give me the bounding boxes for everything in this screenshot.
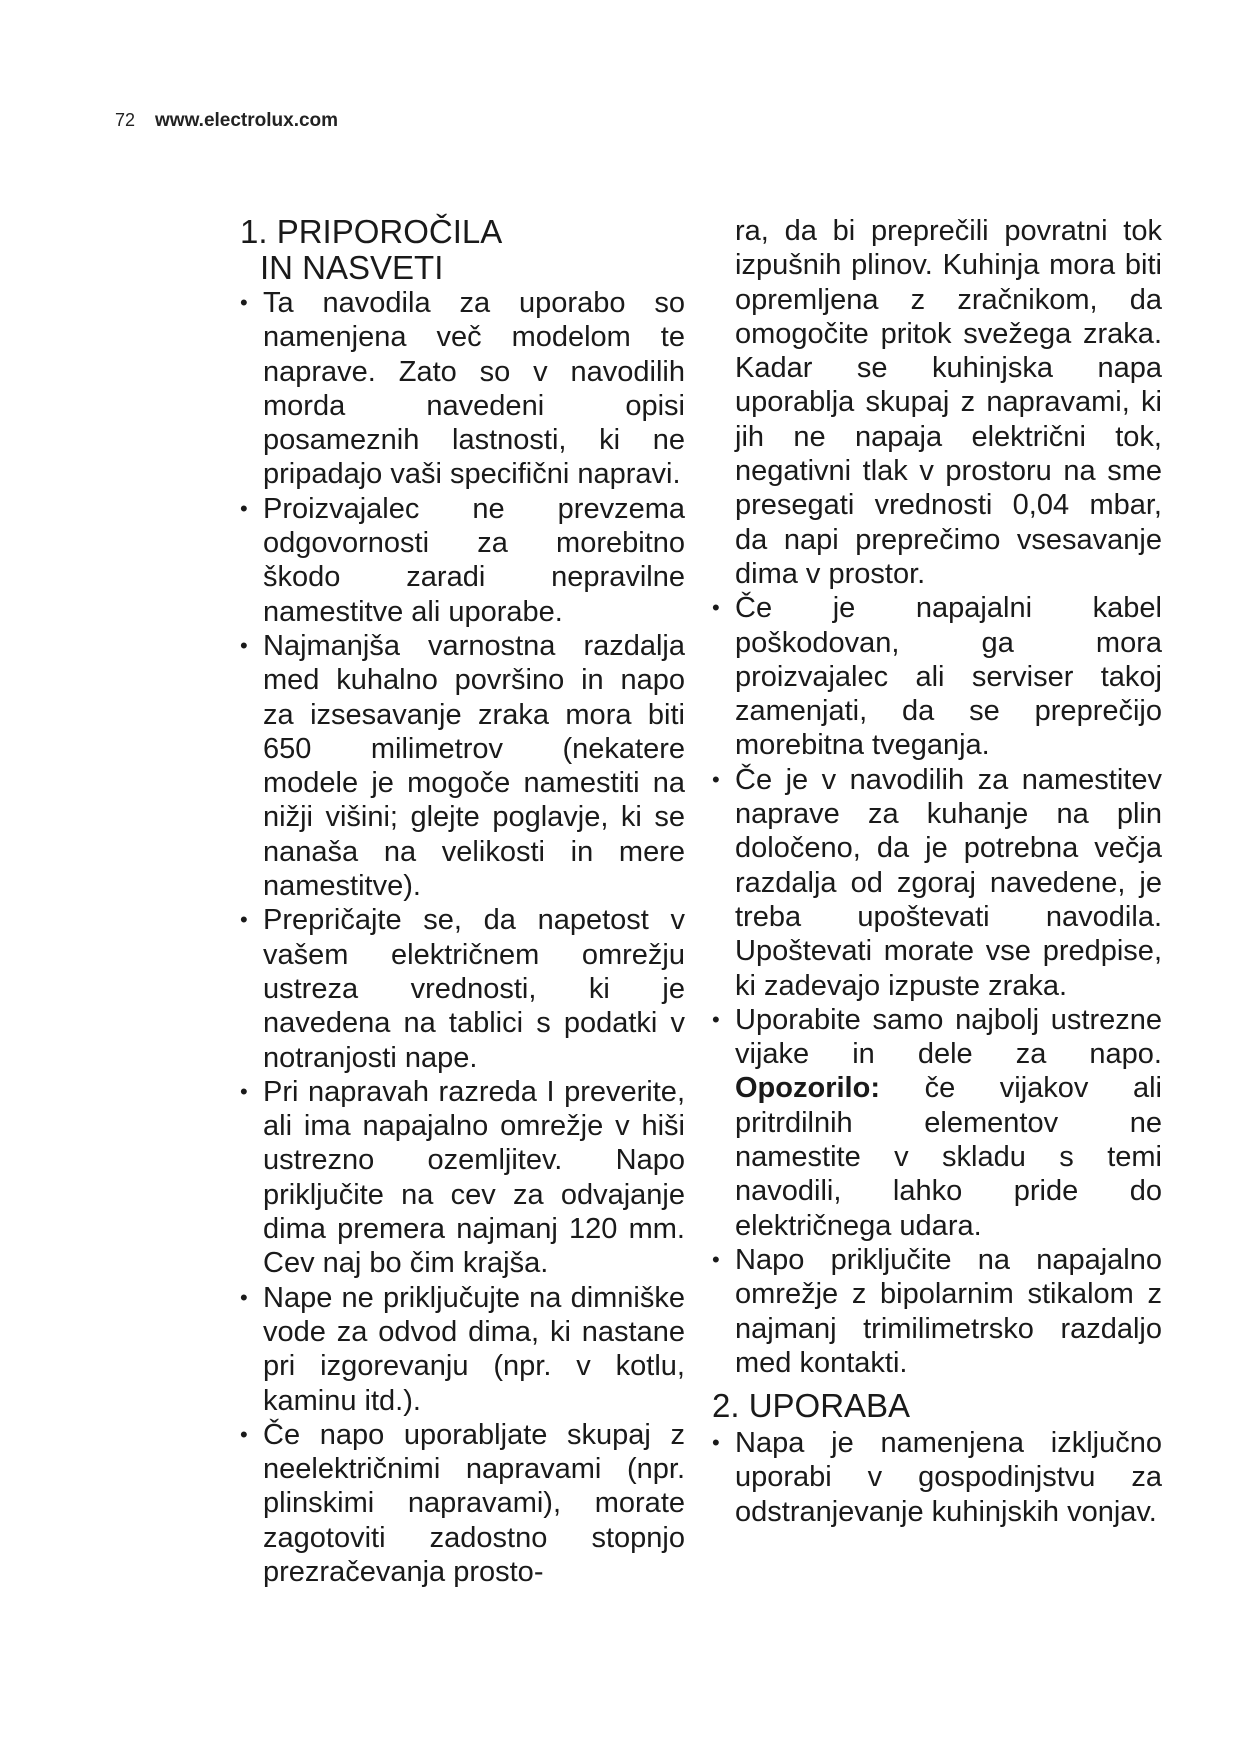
section-1-list-right bbox=[712, 214, 1162, 1380]
screws-text: Uporabite samo najbolj ustrezne vijake in dele za napo. bbox=[735, 1003, 1162, 1071]
list-item: • Nape ne priključujte na dimniške vode za odvod dima, ki nastane pri izgorevanju (npr. v kotlu, kaminu itd.). bbox=[240, 1281, 685, 1418]
warning-label: Opozorilo: bbox=[735, 1072, 880, 1105]
list-item: • Če napo uporabljate skupaj z neelektričnimi napravami (npr. plinskimi napravami), morate zagotoviti zadostno stopnjo prezračevanja prosto- bbox=[240, 1418, 685, 1589]
list-item: • Napo priključite na napajalno omrežje z bipolarnim stikalom z najmanj trimilimetrsko razdaljo med kontakti. bbox=[712, 1243, 1162, 1380]
list-item-continuation: ra, da bi preprečili povratni tok izpušnih plinov. Kuhinja mora biti opremljena z zračnikom, da omogočite pritok svežega zraka. Kadar se kuhinjska napa uporablja skupaj z napravami, ki jih ne napaja električni tok, negativni tlak v prostoru na sme presegati vrednosti 0,04 mbar, da napi preprečimo vsesavanje dima v prostor. bbox=[735, 215, 1162, 590]
section-1-list-left bbox=[240, 286, 685, 1589]
section-1-title-line2: IN NASVETI bbox=[260, 249, 444, 286]
list-item: • Napa je namenjena izključno uporabi v gospodinjstvu za odstranjevanje kuhinjskih vonjav. bbox=[712, 1426, 1162, 1529]
section-1-title-line1: 1. PRIPOROČILA bbox=[240, 213, 503, 250]
list-item: • Če je v navodilih za namestitev naprave za kuhanje na plin določeno, da je potrebna večja razdalja od zgoraj navedene, je treba upoštevati navodila. Upoštevati morate vse predpise, ki zadevajo izpuste zraka. bbox=[712, 763, 1162, 1003]
list-item: • Ta navodila za uporabo so namenjena več modelom te naprave. Zato so v navodilih morda navedeni opisi posameznih lastnosti, ki ne pripadajo vaši specifični napravi. bbox=[240, 286, 685, 492]
list-item: • Prepričajte se, da napetost v vašem električnem omrežju ustreza vrednosti, ki je navedena na tablici s podatki v notranjosti nape. bbox=[240, 903, 685, 1074]
section-1-title bbox=[240, 214, 685, 286]
section-2-list bbox=[712, 1426, 1162, 1529]
list-item-screws bbox=[712, 1003, 1162, 1243]
page-header bbox=[115, 110, 338, 132]
list-item: • Če je napajalni kabel poškodovan, ga mora proizvajalec ali serviser takoj zamenjati, da se preprečijo morebitna tveganja. bbox=[712, 591, 1162, 762]
page-number: 72 bbox=[115, 110, 136, 130]
website-link[interactable]: www.electrolux.com bbox=[155, 110, 339, 131]
list-item: • Proizvajalec ne prevzema odgovornosti za morebitno škodo zaradi nepravilne namestitve ali uporabe. bbox=[240, 492, 685, 629]
left-column bbox=[240, 214, 685, 1589]
list-item: • Najmanjša varnostna razdalja med kuhalno površino in napo za izsesavanje zraka mora biti 650 milimetrov (nekatere modele je mogoče namestiti na nižji višini; glejte poglavje, ki se nanaša na velikosti in mere namestitve). bbox=[240, 629, 685, 903]
section-2-title: 2. UPORABA bbox=[712, 1387, 911, 1425]
warning-text: če vijakov ali pritrdilnih elementov ne namestite v skladu s temi navodili, lahko pride do električnega udara. bbox=[735, 1072, 1162, 1242]
list-item: • Pri napravah razreda I preverite, ali ima napajalno omrežje v hiši ustrezno ozemljitev. Napo priključite na cev za odvajanje dima premera najmanj 120 mm. Cev naj bo čim krajša. bbox=[240, 1075, 685, 1281]
right-column bbox=[712, 214, 1162, 1529]
